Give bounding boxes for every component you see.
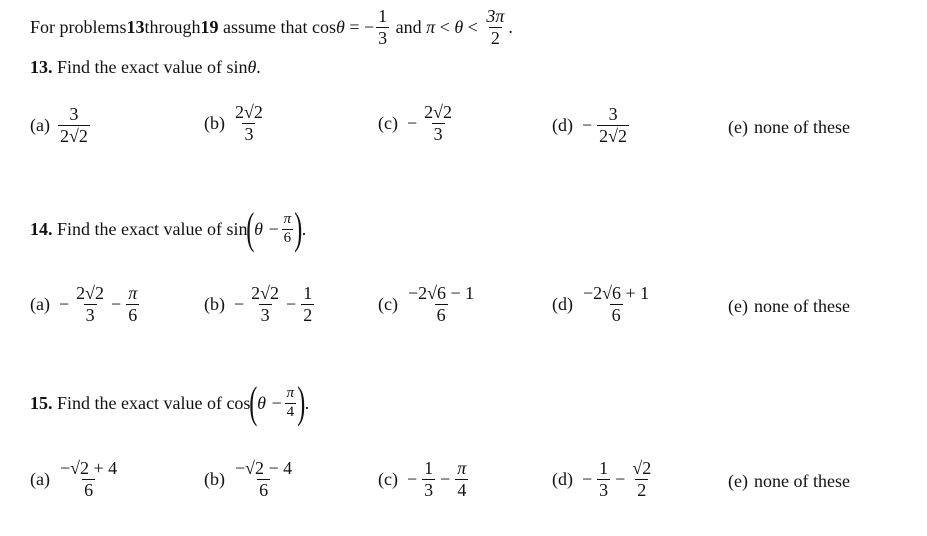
q15-pi-fraction xyxy=(285,386,297,421)
option-fraction xyxy=(581,284,651,325)
option-label: (a) xyxy=(30,293,50,314)
frac-num: 1 xyxy=(303,283,313,303)
frac-den: 6 xyxy=(128,304,138,325)
q14-option-a[interactable] xyxy=(30,284,141,325)
option-fraction xyxy=(233,103,265,144)
frac-den: 3 xyxy=(244,123,254,144)
q13-number: 13. xyxy=(30,56,53,77)
option-label: (c) xyxy=(378,112,398,133)
option-label: (e) xyxy=(728,296,748,316)
option-sign: − xyxy=(582,468,593,489)
intro-mid1: through xyxy=(144,16,201,37)
frac-num: π xyxy=(283,210,292,227)
frac-num: 1 xyxy=(599,458,609,478)
frac-num: 2√2 xyxy=(76,283,105,303)
q14-text: Find the exact value of sin xyxy=(52,218,248,239)
option-label: (d) xyxy=(552,293,573,314)
intro-prefix: For problems xyxy=(30,16,127,37)
q15-option-b[interactable] xyxy=(204,459,296,500)
q13-end: . xyxy=(256,56,261,77)
frac-den: 2 xyxy=(637,479,647,500)
frac-den: 3 xyxy=(424,479,434,500)
option-label: (e) xyxy=(728,471,748,491)
option-fraction-2 xyxy=(301,284,314,325)
frac-num: −2√6 − 1 xyxy=(407,283,475,303)
frac-den: 4 xyxy=(286,403,295,420)
frac-den: 6 xyxy=(436,304,446,325)
frac-num: 2√2 xyxy=(251,283,280,303)
frac-num: π xyxy=(286,384,295,401)
option-fraction xyxy=(58,459,119,500)
intro-lt2: < xyxy=(463,16,483,37)
frac-num: 1 xyxy=(424,458,434,478)
option-sign: − xyxy=(58,293,70,314)
option-label: (d) xyxy=(552,114,573,135)
q14-end: . xyxy=(301,218,307,239)
option-fraction-1 xyxy=(249,284,281,325)
frac-den: 2√2 xyxy=(599,125,628,146)
option-op: − xyxy=(111,293,122,314)
frac-num: 3 xyxy=(608,104,618,124)
intro-and: and xyxy=(391,16,427,37)
option-text: none of these xyxy=(753,296,850,316)
frac-den: 2 xyxy=(303,304,313,325)
intro-fraction-2 xyxy=(484,7,506,48)
option-label: (b) xyxy=(204,112,225,133)
intro-theta2: θ xyxy=(454,16,464,37)
option-sign: − xyxy=(406,468,418,489)
option-label: (b) xyxy=(204,293,225,314)
q13-option-b[interactable] xyxy=(204,103,267,144)
q13-option-c[interactable] xyxy=(378,103,456,144)
frac-den: 6 xyxy=(611,304,621,325)
frac-num: π xyxy=(128,283,138,303)
q13-theta: θ xyxy=(247,56,257,77)
q14-prompt xyxy=(30,204,306,254)
frac-den: 6 xyxy=(283,229,292,246)
option-fraction xyxy=(406,284,476,325)
intro-eq: = − xyxy=(344,16,375,37)
frac-den: 3 xyxy=(85,304,95,325)
intro-frac2-num: 3π xyxy=(486,5,505,26)
option-fraction-2 xyxy=(630,459,653,500)
q13-prompt xyxy=(30,55,261,79)
frac-num: 2√2 xyxy=(235,102,263,122)
intro-n2: 19 xyxy=(200,16,219,37)
intro-frac-num: 1 xyxy=(378,5,388,26)
option-label: (c) xyxy=(378,293,398,314)
q15-text: Find the exact value of cos xyxy=(52,392,251,413)
frac-den: 6 xyxy=(84,479,94,500)
option-fraction xyxy=(422,103,454,144)
q14-inner: θ − xyxy=(254,218,280,239)
right-paren: ) xyxy=(297,378,306,428)
frac-den: 4 xyxy=(457,479,467,500)
option-sign: − xyxy=(406,112,418,133)
intro-mid2: assume that cos xyxy=(218,16,336,37)
intro-n1: 13 xyxy=(126,16,145,37)
option-label: (d) xyxy=(552,468,573,489)
q14-option-d[interactable] xyxy=(552,284,653,325)
option-text: none of these xyxy=(753,117,850,137)
q15-end: . xyxy=(304,392,310,413)
option-fraction-2 xyxy=(126,284,139,325)
option-text: none of these xyxy=(753,471,850,491)
q14-option-b[interactable] xyxy=(204,284,316,325)
q14-option-e[interactable] xyxy=(728,296,850,317)
q13-option-e[interactable] xyxy=(728,117,850,138)
left-paren: ( xyxy=(249,378,258,428)
intro-lt1: < xyxy=(435,16,455,37)
frac-den: 3 xyxy=(433,123,443,144)
option-sign: − xyxy=(582,114,593,135)
option-op: − xyxy=(615,468,626,489)
option-fraction-2 xyxy=(455,459,468,500)
option-label: (b) xyxy=(204,468,225,489)
q15-number: 15. xyxy=(30,392,53,413)
frac-den: 3 xyxy=(260,304,270,325)
intro-end: . xyxy=(508,16,513,37)
q15-option-d[interactable] xyxy=(552,459,655,500)
frac-num: 3 xyxy=(69,104,79,124)
q14-number: 14. xyxy=(30,218,53,239)
left-paren: ( xyxy=(246,204,255,254)
option-label: (c) xyxy=(378,468,398,489)
frac-den: 2√2 xyxy=(59,125,88,146)
q13-option-d[interactable] xyxy=(552,105,631,146)
q15-option-e[interactable] xyxy=(728,471,850,492)
q14-pi-fraction xyxy=(282,212,294,247)
option-fraction xyxy=(58,105,90,146)
q15-inner: θ − xyxy=(257,392,283,413)
right-paren: ) xyxy=(294,204,303,254)
intro-frac-den: 3 xyxy=(378,27,388,48)
q14-option-c[interactable] xyxy=(378,284,478,325)
option-label: (e) xyxy=(728,117,748,137)
frac-num: π xyxy=(457,458,467,478)
q13-option-a[interactable] xyxy=(30,105,92,146)
frac-num: −√2 − 4 xyxy=(235,458,293,478)
option-fraction xyxy=(597,105,629,146)
frac-num: −√2 + 4 xyxy=(59,458,118,478)
option-label: (a) xyxy=(30,468,50,489)
intro-frac2-den: 2 xyxy=(490,27,500,48)
option-sign: − xyxy=(234,293,245,314)
intro-pi: π xyxy=(426,16,436,37)
option-fraction-1 xyxy=(597,459,610,500)
q15-option-a[interactable] xyxy=(30,459,121,500)
frac-den: 6 xyxy=(259,479,269,500)
option-fraction xyxy=(233,459,294,500)
intro-theta: θ xyxy=(335,16,345,37)
frac-num: √2 xyxy=(632,458,652,478)
q15-option-c[interactable] xyxy=(378,459,470,500)
option-op: − xyxy=(440,468,451,489)
frac-num: −2√6 + 1 xyxy=(583,283,650,303)
frac-den: 3 xyxy=(599,479,609,500)
intro-fraction xyxy=(376,7,389,48)
option-label: (a) xyxy=(30,114,50,135)
frac-num: 2√2 xyxy=(424,102,453,122)
q13-text: Find the exact value of sin xyxy=(52,56,248,77)
intro-line xyxy=(30,4,513,50)
option-op: − xyxy=(286,293,297,314)
q15-prompt xyxy=(30,378,309,428)
option-fraction-1 xyxy=(422,459,435,500)
option-fraction-1 xyxy=(74,284,106,325)
